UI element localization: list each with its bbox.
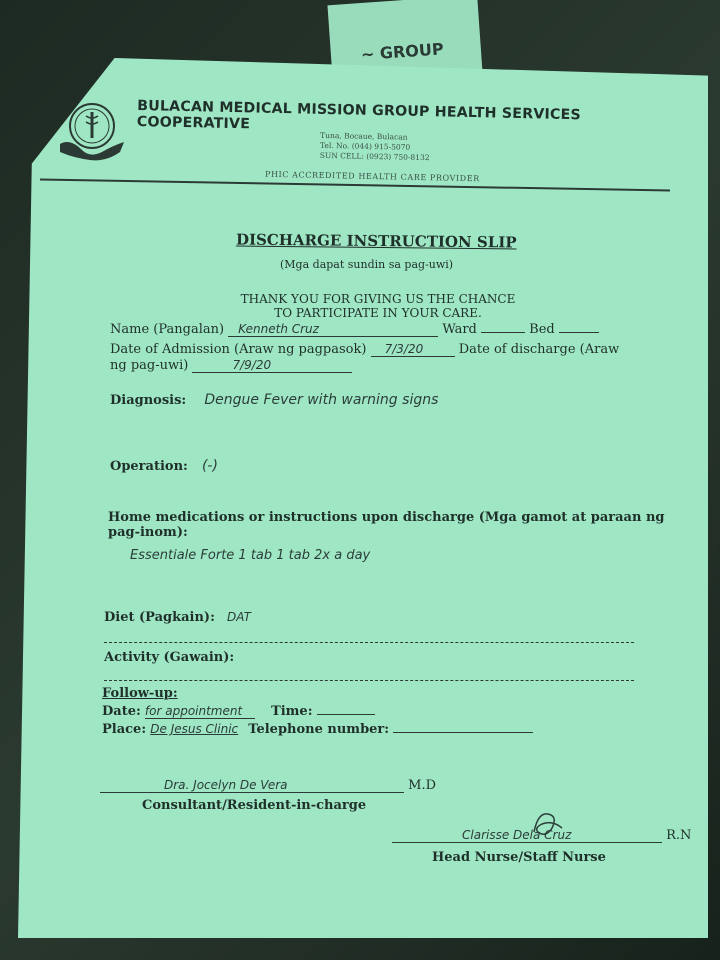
followup-date-row <box>102 704 375 719</box>
discharge-label: Date of discharge (Araw <box>458 342 620 357</box>
name-field[interactable]: Kenneth Cruz <box>228 322 438 337</box>
address-line: Tuna, Bocaue, Bulacan <box>320 130 408 142</box>
telephone-label: Telephone number: <box>248 722 390 737</box>
diet-field[interactable]: DAT <box>227 610 251 624</box>
admission-label: Date of Admission (Araw ng pagpasok) <box>110 342 367 357</box>
bed-label: Bed <box>529 322 555 337</box>
activity-row <box>104 650 234 665</box>
rn-suffix: R.N <box>666 828 692 843</box>
medications-field[interactable]: Essentiale Forte 1 tab 1 tab 2x a day <box>130 548 371 563</box>
md-suffix: M.D <box>408 778 437 793</box>
activity-blank-line <box>104 680 634 681</box>
medications-label-line: Home medications or instructions upon discharge (Mga gamot at paraan ng <box>108 510 665 525</box>
admission-date-field[interactable]: 7/3/20 <box>371 342 455 357</box>
diagnosis-field[interactable]: Dengue Fever with warning signs <box>204 392 439 408</box>
form-subtitle: (Mga dapat sundin sa pag-uwi) <box>280 258 454 271</box>
medications-label <box>108 510 665 540</box>
diagnosis-row <box>110 392 438 408</box>
medications-label-line: pag-inom): <box>108 525 188 540</box>
name-row <box>110 322 599 337</box>
nurse-label: Head Nurse/Staff Nurse <box>432 850 606 865</box>
discharge-date-field[interactable]: 7/9/20 <box>192 358 352 373</box>
followup-date-field[interactable]: for appointment <box>145 704 255 719</box>
activity-label: Activity (Gawain): <box>104 650 235 665</box>
organization-name: BULACAN MEDICAL MISSION GROUP HEALTH SERVICES COOPERATIVE <box>136 98 582 133</box>
name-label: Name (Pangalan) <box>110 322 225 337</box>
followup-time-field[interactable] <box>317 714 375 715</box>
consultant-signature-row <box>100 778 436 793</box>
thank-you-line: THANK YOU FOR GIVING US THE CHANCE <box>240 292 516 306</box>
followup-date-label: Date: <box>102 704 141 719</box>
followup-place-row <box>102 722 533 737</box>
thank-you-line: TO PARTICIPATE IN YOUR CARE. <box>274 306 482 320</box>
discharge-row <box>110 358 352 373</box>
followup-place-label: Place: <box>102 722 147 737</box>
operation-row <box>110 458 218 474</box>
followup-label <box>102 686 178 701</box>
nurse-signature-row <box>392 828 691 843</box>
followup-label-text: Follow-up: <box>102 686 178 701</box>
accreditation-text: PHIC ACCREDITED HEALTH CARE PROVIDER <box>264 169 480 184</box>
diagnosis-label: Diagnosis: <box>110 393 187 408</box>
address-line: SUN CELL: (0923) 750-8132 <box>319 150 430 163</box>
admission-row <box>110 342 619 357</box>
operation-field[interactable]: (-) <box>201 458 218 474</box>
telephone-field[interactable] <box>393 732 533 733</box>
back-sheet-title: ~ GROUP <box>360 39 445 65</box>
bed-field[interactable] <box>559 332 599 333</box>
nurse-name: Clarisse Dela Cruz <box>392 828 662 843</box>
followup-place-field[interactable]: De Jesus Clinic <box>150 722 239 736</box>
consultant-name: Dra. Jocelyn De Vera <box>100 778 404 793</box>
diet-blank-line <box>104 642 634 643</box>
followup-time-label: Time: <box>271 704 313 719</box>
diet-row <box>104 610 251 625</box>
cooperative-logo-icon <box>52 94 132 174</box>
ward-label: Ward <box>442 322 477 337</box>
discharge-label-cont: ng pag-uwi) <box>110 358 189 373</box>
diet-label: Diet (Pagkain): <box>104 610 215 625</box>
operation-label: Operation: <box>110 459 188 474</box>
organization-address <box>320 131 430 163</box>
thank-you-message <box>228 292 528 320</box>
address-line: Tel. No. (044) 915-5070 <box>319 140 411 152</box>
ward-field[interactable] <box>481 332 525 333</box>
consultant-label: Consultant/Resident-in-charge <box>142 798 367 813</box>
form-title: DISCHARGE INSTRUCTION SLIP <box>235 230 517 252</box>
